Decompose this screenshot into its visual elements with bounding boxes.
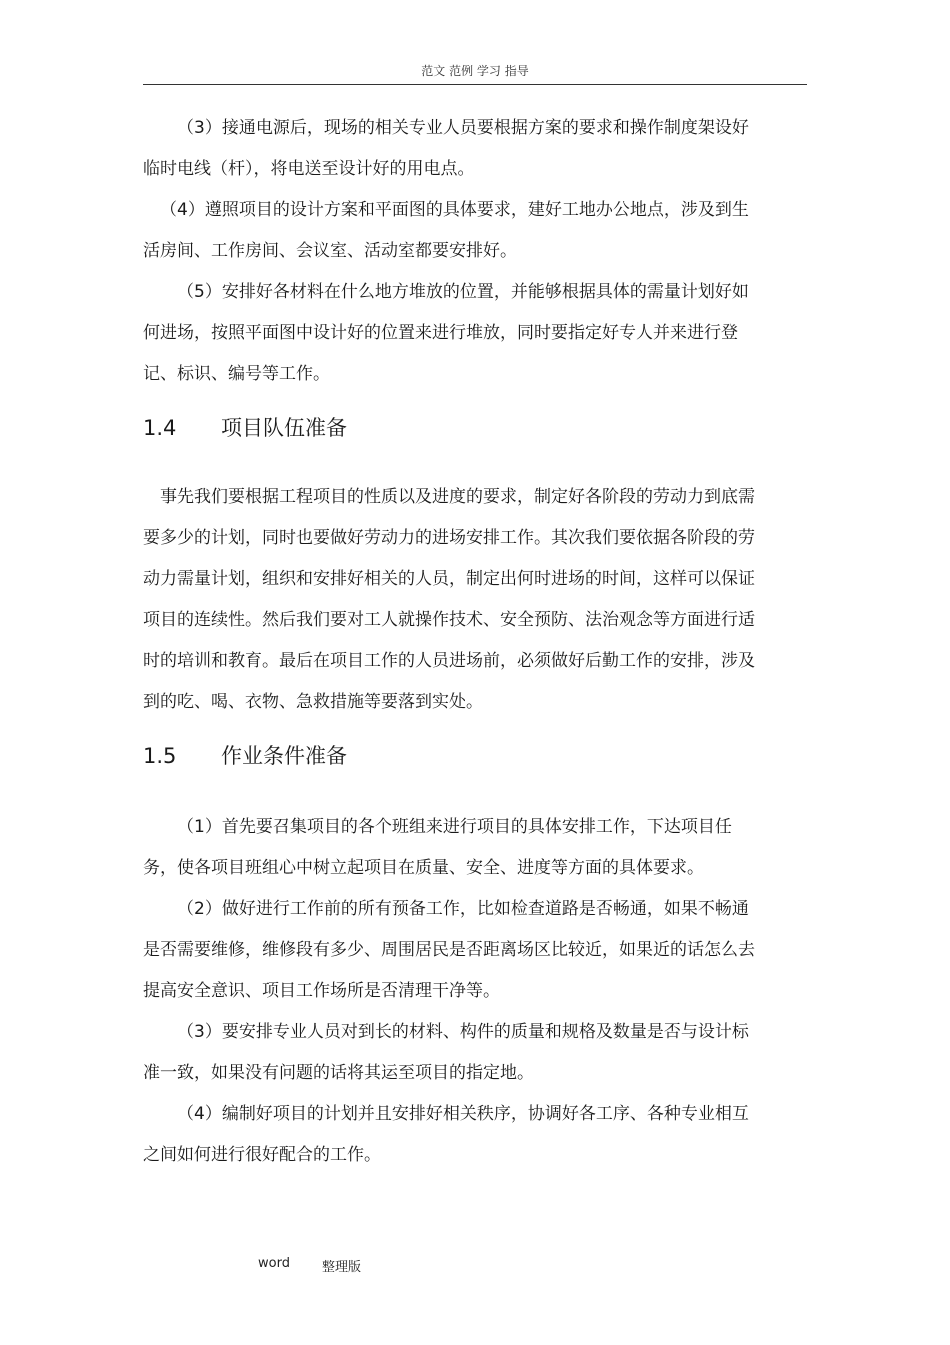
section-heading-1-4 [143, 412, 347, 442]
footer-edition-label: 整理版 [322, 1260, 362, 1275]
paragraph-condition-item-2: （2）做好进行工作前的所有预备工作，比如检查道路是否畅通，如果不畅通是否需要维修，维修段有多少、周围居民是否距离场区比较近，如果近的话怎么去提高安全意识、项目工作场所是否清理干净等。 [143, 899, 755, 1001]
paragraph-item-3-power: （3）接通电源后，现场的相关专业人员要根据方案的要求和操作制度架设好临时电线（杆），将电送至设计好的用电点。 [143, 118, 749, 179]
header-divider [143, 84, 807, 85]
paragraph-item-5-materials: （5）安排好各材料在什么地方堆放的位置，并能够根据具体的需量计划好如何进场，按照平面图中设计好的位置来进行堆放，同时要指定好专人并来进行登记、标识、编号等工作。 [143, 282, 749, 384]
section-title: 项目队伍准备 [221, 416, 347, 440]
paragraph-item-4-office: （4）遵照项目的设计方案和平面图的具体要求，建好工地办公地点，涉及到生活房间、工作房间、会议室、活动室都要安排好。 [143, 200, 749, 261]
footer-word-label: word [258, 1256, 290, 1271]
section-heading-1-5 [143, 740, 347, 770]
section-title: 作业条件准备 [221, 744, 347, 768]
page-header: 范文 范例 学习 指导 [421, 64, 529, 78]
paragraph-team-preparation: 事先我们要根据工程项目的性质以及进度的要求，制定好各阶段的劳动力到底需要多少的计划，同时也要做好劳动力的进场安排工作。其次我们要依据各阶段的劳动力需量计划，组织和安排好相关的人员，制定出何时进场的时间，这样可以保证项目的连续性。然后我们要对工人就操作技术、安全预防、法治观念等方面进行适时的培训和教育。最后在项目工作的人员进场前，必须做好后勤工作的安排，涉及到的吃、喝、衣物、急救措施等要落到实处。 [143, 487, 755, 712]
section-number: 1.5 [143, 744, 177, 768]
section-number: 1.4 [143, 416, 177, 440]
paragraph-condition-item-1: （1）首先要召集项目的各个班组来进行项目的具体安排工作，下达项目任务，使各项目班组心中树立起项目在质量、安全、进度等方面的具体要求。 [143, 817, 732, 878]
paragraph-condition-item-3: （3）要安排专业人员对到长的材料、构件的质量和规格及数量是否与设计标准一致，如果没有问题的话将其运至项目的指定地。 [143, 1022, 749, 1083]
paragraph-condition-item-4: （4）编制好项目的计划并且安排好相关秩序，协调好各工序、各种专业相互之间如何进行很好配合的工作。 [143, 1104, 749, 1165]
